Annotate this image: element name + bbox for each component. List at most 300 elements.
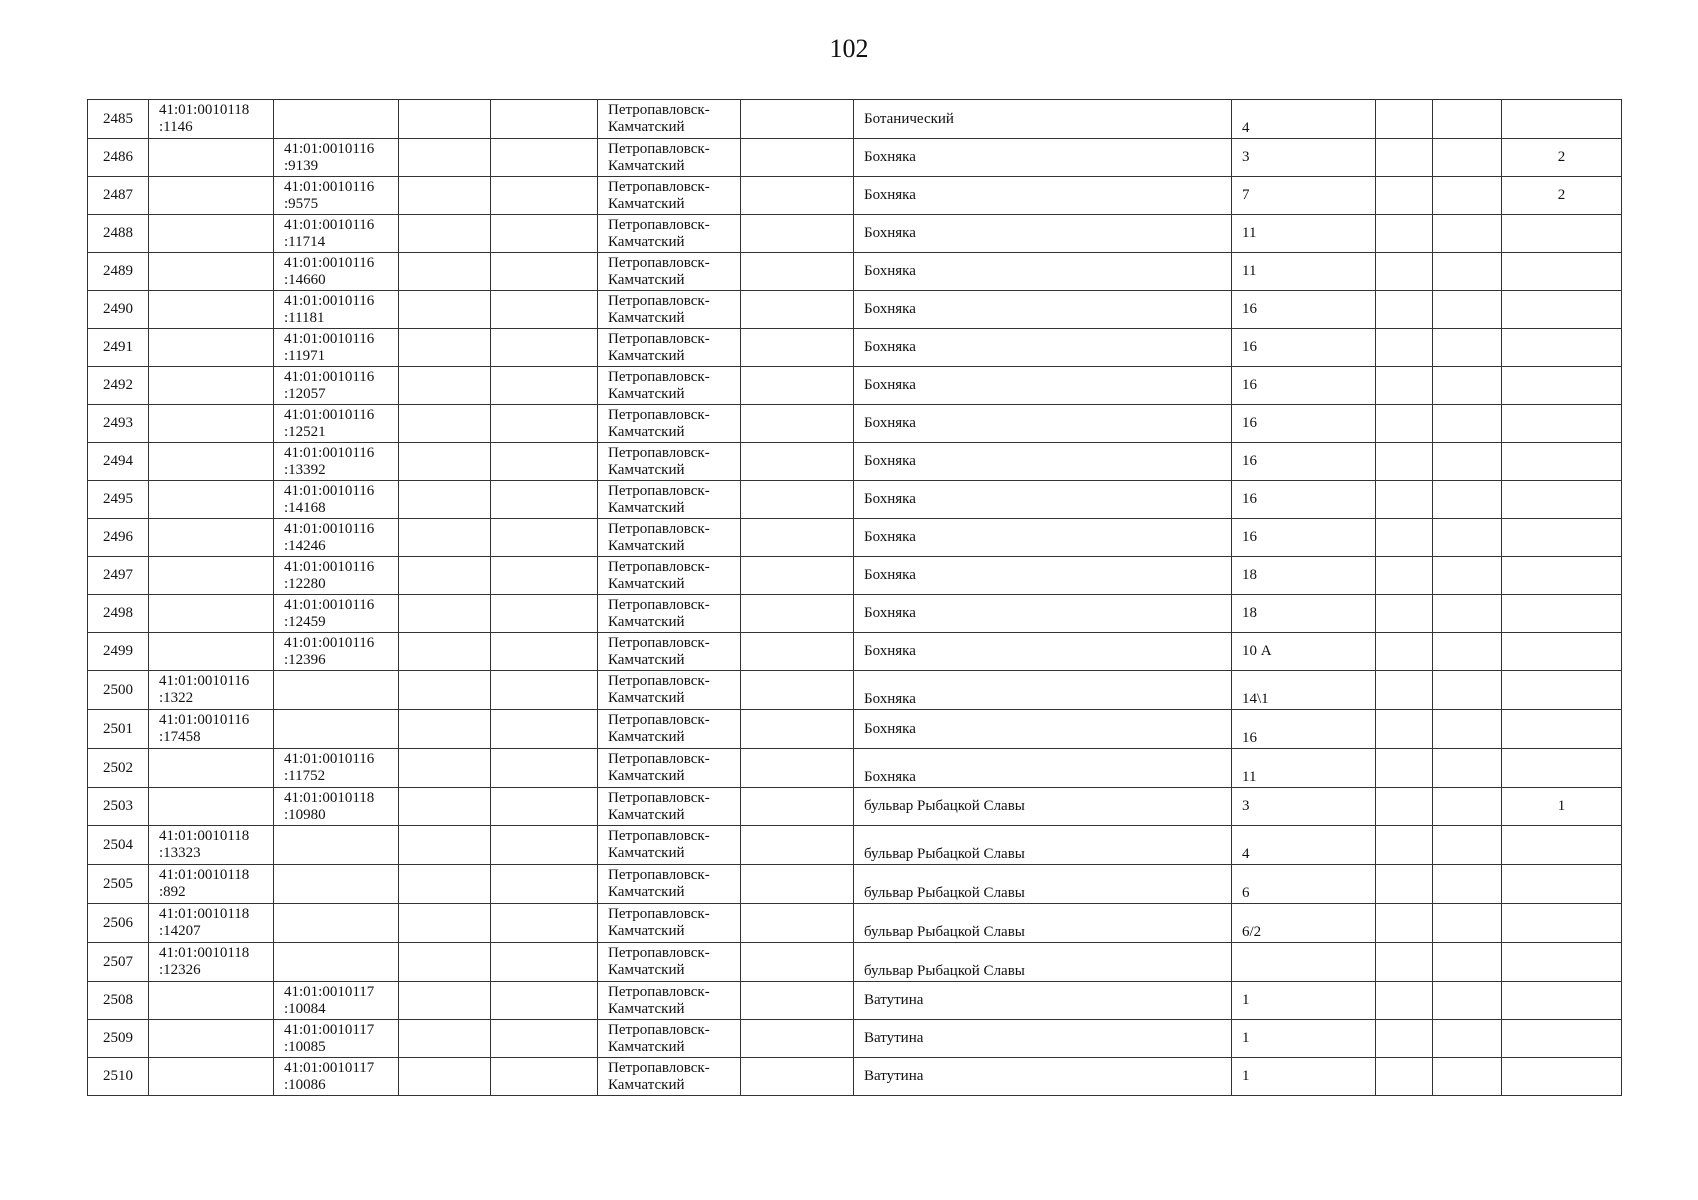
empty-cell (741, 291, 854, 329)
cadastral-number-cell (149, 710, 274, 749)
cadastral-number-cell (149, 253, 274, 291)
cadastral-number-cell (149, 943, 274, 982)
street-cell: Бохняка (854, 253, 1232, 291)
cadastral-number-2-cell-line-1: 41:01:0010117 (284, 983, 375, 1000)
cadastral-number-2-cell (274, 943, 399, 982)
empty-cell (1376, 481, 1433, 519)
city-cell-line-2: Камчатский (608, 423, 685, 440)
cadastral-number-2-cell (274, 1058, 399, 1096)
empty-cell (399, 710, 491, 749)
street-cell: Бохняка (854, 177, 1232, 215)
empty-cell (1376, 367, 1433, 405)
street-cell: Ватутина (854, 982, 1232, 1020)
city-cell (598, 1020, 741, 1058)
cadastral-number-2-cell (274, 443, 399, 481)
extra-value-cell (1502, 329, 1622, 367)
cadastral-number-cell (149, 749, 274, 788)
cadastral-number-cell (149, 329, 274, 367)
house-cell: 16 (1232, 443, 1376, 481)
cadastral-number-2-cell-line-2: :9139 (284, 157, 319, 174)
cadastral-number-2-cell-line-2: :9575 (284, 195, 319, 212)
city-cell (598, 215, 741, 253)
row-number-cell: 2490 (88, 291, 149, 329)
empty-cell (491, 329, 598, 367)
city-cell (598, 943, 741, 982)
cadastral-number-2-cell-line-1: 41:01:0010116 (284, 558, 375, 575)
city-cell-line-1: Петропавловск- (608, 444, 710, 461)
row-number-cell: 2507 (88, 943, 149, 982)
city-cell-line-2: Камчатский (608, 119, 685, 135)
cadastral-number-2-cell-line-1: 41:01:0010117 (284, 1021, 375, 1038)
table-row (88, 904, 1622, 943)
table-row (88, 481, 1622, 519)
extra-value-cell (1502, 215, 1622, 253)
row-number-cell: 2499 (88, 633, 149, 671)
house-cell: 16 (1232, 291, 1376, 329)
table-row (88, 100, 1622, 139)
empty-cell (741, 100, 854, 139)
city-cell (598, 405, 741, 443)
extra-value-cell (1502, 367, 1622, 405)
empty-cell (1376, 633, 1433, 671)
table-row (88, 557, 1622, 595)
table-row (88, 943, 1622, 982)
cadastral-number-cell (149, 443, 274, 481)
cadastral-number-2-cell-line-2: :11714 (284, 233, 326, 250)
extra-value-cell (1502, 557, 1622, 595)
empty-cell (491, 749, 598, 788)
house-cell: 1 (1232, 1020, 1376, 1058)
city-cell-line-1: Петропавловск- (608, 712, 710, 728)
empty-cell (1376, 865, 1433, 904)
street-cell: Бохняка (854, 443, 1232, 481)
city-cell (598, 595, 741, 633)
cadastral-number-2-cell-line-1: 41:01:0010116 (284, 368, 375, 385)
extra-value-cell (1502, 1020, 1622, 1058)
table-row (88, 710, 1622, 749)
cadastral-number-2-cell (274, 367, 399, 405)
empty-cell (491, 519, 598, 557)
empty-cell (1376, 943, 1433, 982)
cadastral-number-2-cell-line-1: 41:01:0010116 (284, 330, 375, 347)
empty-cell (741, 1020, 854, 1058)
cadastral-number-2-cell (274, 215, 399, 253)
cadastral-number-cell-line-1: 41:01:0010118 (159, 945, 250, 961)
cadastral-number-2-cell-line-1: 41:01:0010117 (284, 1059, 375, 1076)
empty-cell (399, 443, 491, 481)
cadastral-number-2-cell (274, 139, 399, 177)
row-number-cell: 2492 (88, 367, 149, 405)
empty-cell (741, 253, 854, 291)
city-cell-line-1: Петропавловск- (608, 292, 710, 309)
street-cell: Бохняка (854, 139, 1232, 177)
empty-cell (741, 215, 854, 253)
empty-cell (1376, 253, 1433, 291)
city-cell-line-1: Петропавловск- (608, 828, 710, 844)
city-cell-line-1: Петропавловск- (608, 945, 710, 961)
extra-value-cell (1502, 291, 1622, 329)
city-cell-line-2: Камчатский (608, 845, 685, 861)
empty-cell (399, 595, 491, 633)
city-cell-line-1: Петропавловск- (608, 178, 710, 195)
city-cell-line-1: Петропавловск- (608, 1059, 710, 1076)
empty-cell (741, 943, 854, 982)
street-cell: бульвар Рыбацкой Славы (854, 788, 1232, 826)
city-cell-line-1: Петропавловск- (608, 634, 710, 651)
house-cell: 1 (1232, 1058, 1376, 1096)
empty-cell (741, 671, 854, 710)
street-cell: бульвар Рыбацкой Славы (854, 865, 1232, 904)
table-row (88, 253, 1622, 291)
street-cell: Бохняка (854, 749, 1232, 788)
house-cell: 18 (1232, 557, 1376, 595)
cadastral-number-2-cell-line-2: :12459 (284, 613, 326, 630)
city-cell-line-2: Камчатский (608, 271, 685, 288)
empty-cell (399, 367, 491, 405)
cadastral-number-2-cell-line-1: 41:01:0010116 (284, 520, 375, 537)
empty-cell (1433, 865, 1502, 904)
city-cell-line-2: Камчатский (608, 651, 685, 668)
city-cell (598, 291, 741, 329)
cadastral-number-cell (149, 671, 274, 710)
cadastral-number-2-cell (274, 826, 399, 865)
city-cell-line-1: Петропавловск- (608, 906, 710, 922)
street-cell: Бохняка (854, 671, 1232, 710)
empty-cell (399, 749, 491, 788)
street-cell: Бохняка (854, 519, 1232, 557)
empty-cell (491, 1058, 598, 1096)
city-cell-line-2: Камчатский (608, 499, 685, 516)
empty-cell (1376, 826, 1433, 865)
row-number-cell: 2496 (88, 519, 149, 557)
empty-cell (1433, 633, 1502, 671)
empty-cell (1376, 595, 1433, 633)
cadastral-number-2-cell-line-2: :12521 (284, 423, 326, 440)
cadastral-number-2-cell-line-2: :11181 (284, 309, 325, 326)
cadastral-number-2-cell-line-2: :10086 (284, 1076, 326, 1093)
empty-cell (1376, 904, 1433, 943)
cadastral-number-cell (149, 215, 274, 253)
empty-cell (491, 557, 598, 595)
street-cell: бульвар Рыбацкой Славы (854, 826, 1232, 865)
empty-cell (1433, 982, 1502, 1020)
cadastral-number-2-cell-line-1: 41:01:0010116 (284, 444, 375, 461)
street-cell: Бохняка (854, 405, 1232, 443)
empty-cell (1433, 519, 1502, 557)
street-cell: Бохняка (854, 633, 1232, 671)
street-cell: бульвар Рыбацкой Славы (854, 904, 1232, 943)
city-cell-line-2: Камчатский (608, 1038, 685, 1055)
city-cell-line-2: Камчатский (608, 347, 685, 364)
cadastral-number-2-cell (274, 595, 399, 633)
row-number-cell: 2501 (88, 710, 149, 749)
cadastral-number-cell-line-2: :13323 (159, 845, 201, 861)
empty-cell (1376, 557, 1433, 595)
empty-cell (491, 633, 598, 671)
row-number-cell: 2487 (88, 177, 149, 215)
street-cell: Бохняка (854, 557, 1232, 595)
empty-cell (491, 826, 598, 865)
empty-cell (1433, 367, 1502, 405)
extra-value-cell (1502, 595, 1622, 633)
cadastral-number-2-cell (274, 671, 399, 710)
city-cell-line-1: Петропавловск- (608, 406, 710, 423)
house-cell: 16 (1232, 481, 1376, 519)
empty-cell (491, 215, 598, 253)
empty-cell (1376, 100, 1433, 139)
city-cell (598, 519, 741, 557)
empty-cell (1433, 826, 1502, 865)
row-number-cell: 2498 (88, 595, 149, 633)
city-cell-line-1: Петропавловск- (608, 558, 710, 575)
city-cell-line-1: Петропавловск- (608, 482, 710, 499)
table-row (88, 671, 1622, 710)
table-row (88, 519, 1622, 557)
empty-cell (1433, 904, 1502, 943)
cadastral-number-2-cell (274, 100, 399, 139)
empty-cell (399, 329, 491, 367)
empty-cell (741, 710, 854, 749)
city-cell-line-1: Петропавловск- (608, 751, 710, 767)
cadastral-number-2-cell (274, 405, 399, 443)
cadastral-number-2-cell (274, 291, 399, 329)
cadastral-number-2-cell-line-2: :12057 (284, 385, 326, 402)
table-row (88, 177, 1622, 215)
empty-cell (1433, 557, 1502, 595)
empty-cell (741, 788, 854, 826)
row-number-cell: 2502 (88, 749, 149, 788)
cadastral-number-2-cell-line-1: 41:01:0010116 (284, 751, 375, 767)
city-cell-line-1: Петропавловск- (608, 596, 710, 613)
city-cell-line-2: Камчатский (608, 729, 685, 745)
house-cell: 16 (1232, 519, 1376, 557)
house-cell: 18 (1232, 595, 1376, 633)
city-cell (598, 826, 741, 865)
empty-cell (1433, 177, 1502, 215)
row-number-cell: 2491 (88, 329, 149, 367)
empty-cell (491, 788, 598, 826)
extra-value-cell (1502, 443, 1622, 481)
row-number-cell: 2489 (88, 253, 149, 291)
cadastral-number-cell (149, 367, 274, 405)
empty-cell (1376, 788, 1433, 826)
address-registry-table (87, 99, 1622, 1096)
empty-cell (491, 904, 598, 943)
row-number-cell: 2497 (88, 557, 149, 595)
house-cell: 6/2 (1232, 904, 1376, 943)
city-cell (598, 557, 741, 595)
cadastral-number-cell-line-2: :14207 (159, 923, 201, 939)
city-cell (598, 904, 741, 943)
extra-value-cell (1502, 826, 1622, 865)
city-cell (598, 671, 741, 710)
city-cell (598, 788, 741, 826)
empty-cell (1433, 1020, 1502, 1058)
cadastral-number-cell (149, 982, 274, 1020)
house-cell: 16 (1232, 710, 1376, 749)
city-cell-line-1: Петропавловск- (608, 867, 710, 883)
city-cell-line-1: Петропавловск- (608, 102, 710, 118)
empty-cell (741, 904, 854, 943)
row-number-cell: 2504 (88, 826, 149, 865)
city-cell-line-2: Камчатский (608, 690, 685, 706)
cadastral-number-2-cell (274, 865, 399, 904)
row-number-cell: 2506 (88, 904, 149, 943)
empty-cell (399, 904, 491, 943)
empty-cell (399, 1020, 491, 1058)
cadastral-number-2-cell-line-2: :12396 (284, 651, 326, 668)
cadastral-number-2-cell (274, 710, 399, 749)
cadastral-number-2-cell (274, 982, 399, 1020)
empty-cell (1433, 710, 1502, 749)
empty-cell (399, 177, 491, 215)
city-cell-line-2: Камчатский (608, 157, 685, 174)
empty-cell (1376, 405, 1433, 443)
empty-cell (1433, 405, 1502, 443)
cadastral-number-2-cell-line-2: :10085 (284, 1038, 326, 1055)
house-cell: 4 (1232, 826, 1376, 865)
empty-cell (1433, 443, 1502, 481)
city-cell-line-2: Камчатский (608, 309, 685, 326)
city-cell-line-2: Камчатский (608, 461, 685, 478)
row-number-cell: 2488 (88, 215, 149, 253)
empty-cell (1376, 1058, 1433, 1096)
table-row (88, 1058, 1622, 1096)
house-cell: 6 (1232, 865, 1376, 904)
city-cell (598, 710, 741, 749)
empty-cell (491, 710, 598, 749)
cadastral-number-cell (149, 177, 274, 215)
table-row (88, 1020, 1622, 1058)
extra-value-cell (1502, 519, 1622, 557)
extra-value-cell (1502, 710, 1622, 749)
house-cell: 11 (1232, 215, 1376, 253)
empty-cell (399, 215, 491, 253)
house-cell: 11 (1232, 749, 1376, 788)
cadastral-number-cell (149, 100, 274, 139)
street-cell: Бохняка (854, 710, 1232, 749)
table-row (88, 215, 1622, 253)
empty-cell (399, 826, 491, 865)
empty-cell (399, 633, 491, 671)
table-row (88, 139, 1622, 177)
table-row (88, 595, 1622, 633)
page-number: 102 (829, 34, 869, 63)
empty-cell (399, 481, 491, 519)
empty-cell (399, 100, 491, 139)
city-cell (598, 443, 741, 481)
cadastral-number-cell-line-1: 41:01:0010116 (159, 673, 250, 689)
city-cell-line-1: Петропавловск- (608, 520, 710, 537)
city-cell-line-2: Камчатский (608, 575, 685, 592)
cadastral-number-cell (149, 557, 274, 595)
empty-cell (1433, 291, 1502, 329)
row-number-cell: 2509 (88, 1020, 149, 1058)
city-cell-line-2: Камчатский (608, 1076, 685, 1093)
cadastral-number-cell (149, 405, 274, 443)
cadastral-number-cell (149, 481, 274, 519)
extra-value-cell (1502, 943, 1622, 982)
table-row (88, 367, 1622, 405)
cadastral-number-2-cell (274, 481, 399, 519)
extra-value-cell (1502, 481, 1622, 519)
row-number-cell: 2500 (88, 671, 149, 710)
house-cell: 16 (1232, 329, 1376, 367)
extra-value-cell (1502, 982, 1622, 1020)
city-cell-line-2: Камчатский (608, 613, 685, 630)
street-cell: Ватутина (854, 1020, 1232, 1058)
cadastral-number-cell (149, 826, 274, 865)
cadastral-number-2-cell (274, 519, 399, 557)
empty-cell (1433, 329, 1502, 367)
cadastral-number-cell (149, 1020, 274, 1058)
city-cell (598, 481, 741, 519)
empty-cell (1376, 177, 1433, 215)
city-cell-line-1: Петропавловск- (608, 789, 710, 806)
cadastral-number-cell (149, 788, 274, 826)
cadastral-number-2-cell (274, 1020, 399, 1058)
cadastral-number-2-cell (274, 177, 399, 215)
empty-cell (491, 367, 598, 405)
row-number-cell: 2503 (88, 788, 149, 826)
cadastral-number-2-cell-line-1: 41:01:0010116 (284, 178, 375, 195)
cadastral-number-cell (149, 633, 274, 671)
cadastral-number-2-cell-line-2: :14660 (284, 271, 326, 288)
empty-cell (1376, 982, 1433, 1020)
empty-cell (741, 519, 854, 557)
empty-cell (399, 139, 491, 177)
empty-cell (1433, 749, 1502, 788)
row-number-cell: 2494 (88, 443, 149, 481)
extra-value-cell (1502, 1058, 1622, 1096)
empty-cell (491, 943, 598, 982)
empty-cell (399, 291, 491, 329)
registry-body (88, 100, 1622, 1096)
cadastral-number-cell-line-2: :1322 (159, 690, 194, 706)
empty-cell (1433, 788, 1502, 826)
street-cell: Бохняка (854, 329, 1232, 367)
empty-cell (1433, 1058, 1502, 1096)
cadastral-number-2-cell (274, 633, 399, 671)
cadastral-number-cell-line-2: :17458 (159, 729, 201, 745)
cadastral-number-2-cell-line-2: :11752 (284, 768, 326, 784)
empty-cell (399, 788, 491, 826)
city-cell-line-1: Петропавловск- (608, 673, 710, 689)
empty-cell (491, 253, 598, 291)
city-cell-line-2: Камчатский (608, 768, 685, 784)
cadastral-number-2-cell-line-1: 41:01:0010116 (284, 140, 375, 157)
extra-value-cell (1502, 904, 1622, 943)
extra-value-cell (1502, 671, 1622, 710)
empty-cell (491, 671, 598, 710)
empty-cell (741, 982, 854, 1020)
empty-cell (491, 139, 598, 177)
street-cell: Бохняка (854, 215, 1232, 253)
table-row (88, 329, 1622, 367)
street-cell: Бохняка (854, 595, 1232, 633)
house-cell: 16 (1232, 405, 1376, 443)
cadastral-number-cell-line-1: 41:01:0010118 (159, 102, 250, 118)
cadastral-number-cell (149, 519, 274, 557)
cadastral-number-cell (149, 291, 274, 329)
empty-cell (491, 595, 598, 633)
empty-cell (741, 633, 854, 671)
empty-cell (491, 100, 598, 139)
empty-cell (491, 405, 598, 443)
table-row (88, 788, 1622, 826)
empty-cell (1376, 215, 1433, 253)
cadastral-number-cell (149, 595, 274, 633)
